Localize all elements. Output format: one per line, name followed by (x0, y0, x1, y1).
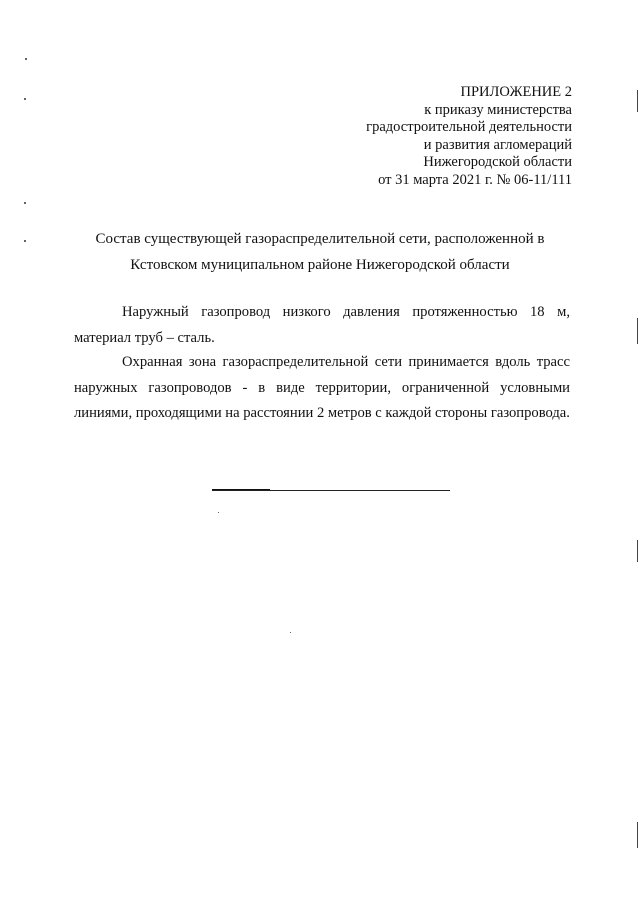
scan-edge-mark (637, 318, 638, 344)
scan-speck (24, 202, 26, 204)
appendix-line: к приказу министерства (424, 101, 572, 118)
paragraph-2-text: Охранная зона газораспределительной сети принимается вдоль трасс наружных газопроводов - в виде территории, ограниченной условными линиями, проходящими на расстоянии 2 метров с каждой стороны газопровода. (74, 354, 570, 421)
closing-rule (212, 490, 450, 491)
scan-edge-mark (637, 540, 638, 562)
body-paragraph-1 (74, 300, 570, 351)
scan-speck (24, 240, 26, 242)
scan-edge-mark (637, 90, 638, 112)
scan-speck (218, 512, 219, 513)
appendix-line: Нижегородской области (423, 154, 572, 171)
appendix-header (366, 84, 572, 190)
document-title (0, 226, 640, 278)
body-paragraph-2 (74, 350, 570, 427)
scan-speck (24, 98, 26, 100)
scan-speck (290, 632, 291, 633)
paragraph-1-text: Наружный газопровод низкого давления протяженностью 18 м, материал труб – сталь. (74, 304, 570, 346)
appendix-line: градостроительной деятельности (366, 119, 572, 136)
title-line-2: Кстовском муниципальном районе Нижегородской области (130, 257, 510, 273)
appendix-title: ПРИЛОЖЕНИЕ 2 (460, 84, 572, 100)
appendix-line: и развития агломераций (423, 136, 572, 153)
title-line-1: Состав существующей газораспределительной сети, расположенной в (95, 231, 545, 247)
appendix-date-number: от 31 марта 2021 г. № 06-11/111 (378, 171, 572, 188)
scan-edge-mark (637, 822, 638, 848)
scan-speck (25, 58, 27, 60)
